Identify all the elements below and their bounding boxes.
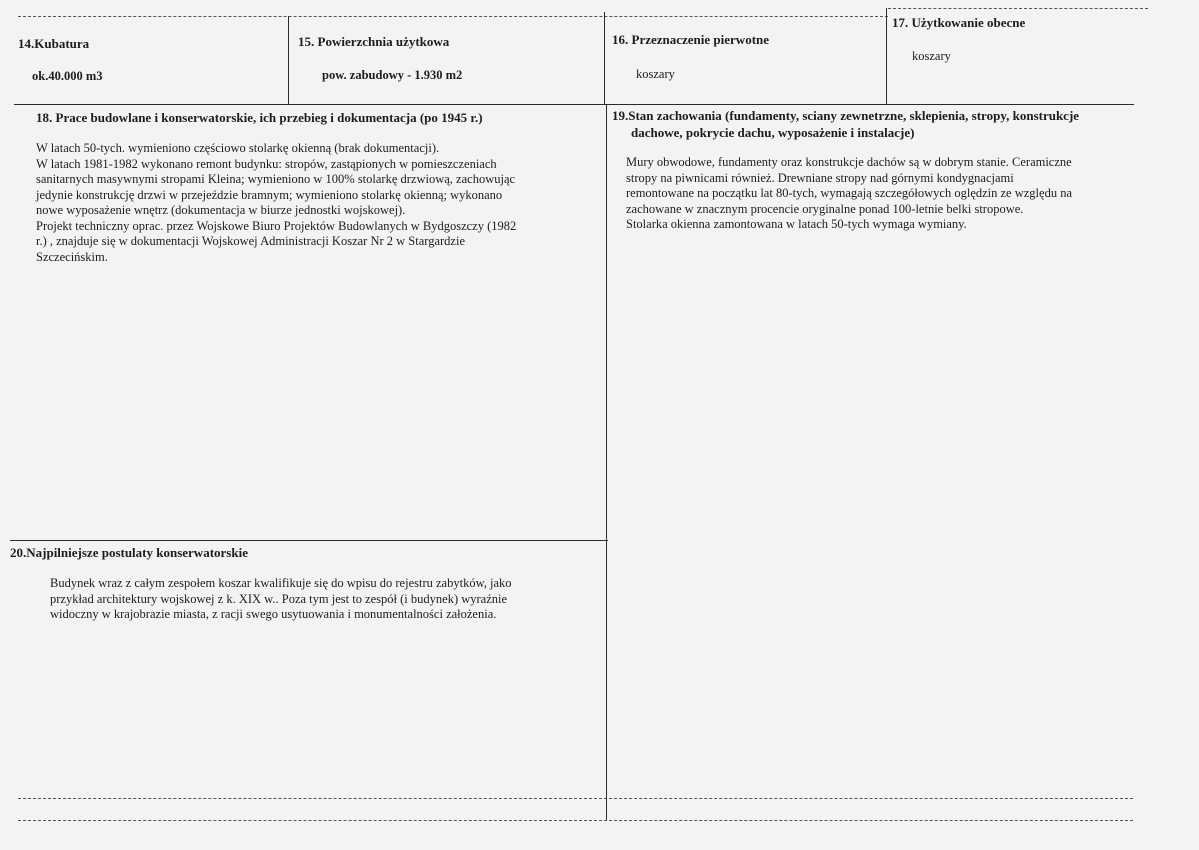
section-19-line: zachowane w znacznym procencie oryginalne ponad 100-letnie belki stropowe. — [626, 201, 1024, 216]
section-19-label-line: 19.Stan zachowania (fundamenty, sciany zewnetrzne, sklepienia, stropy, konstrukcje — [612, 108, 1080, 123]
top-border-right — [888, 8, 1148, 9]
section-18-line: sanitarnych masywnymi stropami Kleina; wymieniono w 100% stolarkę drzwiową, zachowując — [36, 172, 516, 186]
section-20-text — [50, 576, 602, 623]
section-18-line: W latach 1981-1982 wykonano remont budynku: stropów, zastąpionych w pomieszczeniach — [36, 156, 497, 171]
section-18-line: Projekt techniczny oprac. przez Wojskowe Biuro Projektów Budowlanych w Bydgoszczy (1982 — [36, 218, 517, 233]
section-20-divider — [10, 540, 608, 541]
section-19-line: remontowane na początku lat 80-tych, wymagają szczegółowych oględzin ze względu na — [626, 186, 1073, 200]
field-14-value: ok.40.000 m3 — [32, 69, 103, 83]
section-18-line: jedynie konstrukcję drzwi w przejeździe bramnym; wymieniono stolarkę okienną; wykonano — [36, 187, 503, 202]
bottom-border — [18, 798, 1133, 799]
section-19-line: stropy na piwnicami również. Drewniane stropy nad górnymi kondygnacjami — [626, 170, 1014, 185]
field-15-label: 15. Powierzchnia użytkowa — [298, 34, 450, 49]
main-column-divider — [606, 104, 607, 820]
section-18-line: W latach 50-tych. wymieniono częściowo stolarkę okienną (brak dokumentacji). — [36, 141, 440, 155]
field-17-label: 17. Użytkowanie obecne — [892, 15, 1026, 30]
section-19-text — [626, 155, 1146, 233]
row-divider — [14, 104, 1134, 105]
section-18-line: nowe wyposażenie wnętrz (dokumentacja w biurze jednostki wojskowej). — [36, 203, 406, 217]
section-18-text — [36, 141, 601, 265]
section-20-line: przykład architektury wojskowej z k. XIX w.. Poza tym jest to zespół (i budynek) wyraźnie — [50, 591, 508, 606]
section-20-line: widoczny w krajobrazie miasta, z racji swego usytuowania i monumentalności założenia. — [50, 607, 497, 621]
field-16-label: 16. Przeznaczenie pierwotne — [612, 32, 770, 47]
section-19-line: Mury obwodowe, fundamenty oraz konstrukcje dachów są w dobrym stanie. Ceramiczne — [626, 155, 1072, 169]
section-18-line: r.) , znajduje się w dokumentacji Wojskowej Administracji Koszar Nr 2 w Stargardzie — [36, 234, 465, 248]
divider-16-17 — [886, 8, 887, 104]
section-18-line: Szczecińskim. — [36, 249, 108, 264]
section-18-label: 18. Prace budowlane i konserwatorskie, ich przebieg i dokumentacja (po 1945 r.) — [36, 110, 483, 125]
bottom-border-lower — [18, 820, 1133, 821]
field-15-value: pow. zabudowy - 1.930 m2 — [322, 68, 463, 82]
top-border — [18, 16, 888, 17]
field-14-label: 14.Kubatura — [18, 36, 90, 51]
divider-15-16 — [604, 12, 605, 104]
section-19-label-line: dachowe, pokrycie dachu, wyposażenie i instalacje) — [631, 125, 915, 140]
section-20-line: Budynek wraz z całym zespołem koszar kwalifikuje się do wpisu do rejestru zabytków, jako — [50, 576, 512, 590]
field-17-value: koszary — [912, 49, 951, 63]
field-16-value: koszary — [636, 67, 675, 81]
section-19-line: Stolarka okienna zamontowana w latach 50-tych wymaga wymiany. — [626, 217, 967, 231]
divider-14-15 — [288, 16, 289, 104]
section-19-label — [612, 107, 1152, 141]
section-20-label: 20.Najpilniejsze postulaty konserwatorskie — [10, 545, 248, 560]
